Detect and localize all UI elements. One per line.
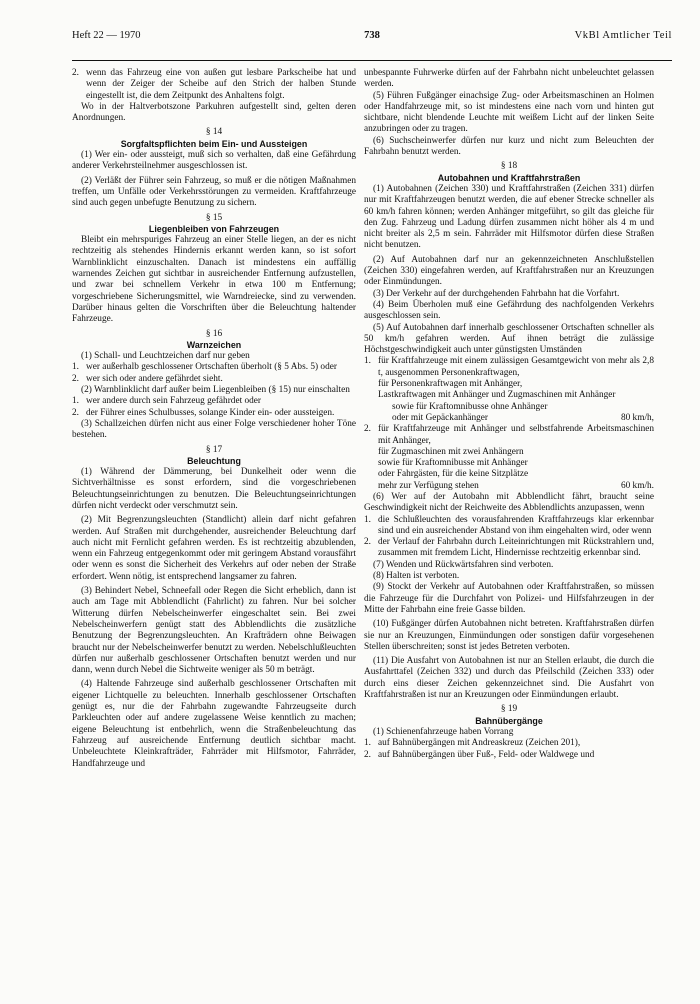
- list-item: 2. wenn das Fahrzeug eine von außen gut lesbare Parkscheibe hat und wenn der Zeiger der Scheibe auf den Strich der halben Stunde eingestellt ist, die dem Zeitpunkt des Anhaltens folgt.: [72, 68, 356, 101]
- paragraph: (9) Stockt der Verkehr auf Autobahnen oder Kraftfahrstraßen, so müssen die Fahrzeuge für die Durchfahrt von Polizei- und Hilfsfahrzeugen in der Mitte der Fahrbahn eine freie Gasse bilden.: [364, 582, 654, 615]
- list-item: 2. auf Bahnübergängen über Fuß-, Feld- oder Waldwege und: [364, 749, 595, 760]
- section-number: § 16: [205, 328, 223, 339]
- section-heading: Sorgfaltspflichten beim Ein- und Aussteigen: [120, 138, 308, 149]
- paragraph: (6) Suchscheinwerfer dürfen nur kurz und nicht zum Beleuchten der Fahrbahn benutzt werden.: [364, 135, 654, 158]
- paragraph: (5) Führen Fußgänger einachsige Zug- oder Arbeitsmaschinen an Holmen oder Handfahrzeuge mit, so ist mindestens eine nach vorn und hinten gut sichtbare, nicht blendende Leuchte mit weißem Licht auf der linken Seite anzubringen oder zu tragen.: [364, 90, 654, 135]
- paragraph: (2) Mit Begrenzungsleuchten (Standlicht) allein darf nicht gefahren werden. Auf Straßen mit durchgehender, ausreichender Beleuchtung darf auch nicht mit Fernlicht gefahren werden. Es ist rechtzeitig abzublenden, wenn ein Fahrzeug entgegenkommt oder mit geringem Abstand vorausfährt oder wenn es sonst die Sicherheit des Verkehrs auf oder neben der Straße erfordert. Wenn nötig, ist entsprechend langsamer zu fahren.: [72, 515, 356, 582]
- paragraph: (5) Auf Autobahnen darf innerhalb geschlossener Ortschaften schneller als 50 km/h gefahren werden. Auf ihnen beträgt die zulässige Höchstgeschwindigkeit auch unter günstigsten Umständen: [364, 322, 654, 356]
- paragraph: (3) Der Verkehr auf der durchgehenden Fahrbahn hat die Vorfahrt.: [373, 288, 620, 299]
- list-item: 2. für Kraftfahrzeuge mit Anhänger und selbstfahrende Arbeitsmaschinen mit Anhänger, für Zugmaschinen mit zwei Anhängern sowie für Kraftomnibusse mit Anhänger oder Fahrgästen, für die keine Sitzplätze mehr zur Verfügung stehen 60 km/h.: [364, 424, 654, 491]
- paragraph: (6) Wer auf der Autobahn mit Abblendlicht fährt, braucht seine Geschwindigkeit nicht der Reichweite des Abblendlichts anzupassen, wenn: [364, 491, 654, 514]
- paragraph: (1) Während der Dämmerung, bei Dunkelheit oder wenn die Sichtverhältnisse es sonst erfordern, sind die vorgeschriebenen Beleuchtungseinrichtungen zu benutzen. Die Beleuchtungseinrichtungen dürfen nicht verdeckt oder verschmutzt sein.: [72, 467, 356, 511]
- paragraph: (8) Halten ist verboten.: [373, 571, 460, 582]
- paragraph: (1) Schall- und Leuchtzeichen darf nur geben: [81, 351, 250, 362]
- section-number: § 19: [500, 704, 518, 715]
- section-heading: Beleuchtung: [187, 455, 241, 466]
- header-rule: [72, 60, 672, 61]
- paragraph: (3) Behindert Nebel, Schneefall oder Regen die Sicht erheblich, dann ist auch am Tage mit Abblendlicht (Fahrlicht) zu fahren. Nur bei solcher Witterung dürfen Nebelscheinwerfer eingeschaltet sein. Bei zwei Nebelscheinwerfern genügt statt des Abblendlichts die zusätzliche Benutzung der Begrenzungsleuchten. An Krafträdern ohne Beiwagen braucht nur der Nebelscheinwerfer benutzt zu werden. Nebelschlußleuchten dürfen nur außerhalb geschlossener Ortschaften benutzt werden und nur dann, wenn durch Nebel die Sichtweite weniger als 50 m beträgt.: [72, 586, 356, 676]
- paragraph: (4) Haltende Fahrzeuge sind außerhalb geschlossener Ortschaften mit eigener Lichtquelle zu beleuchten. Innerhalb geschlossener Ortschaften genügt es, nur die der Fahrbahn zugewandte Fahrzeugseite durch Parkleuchten oder auf andere zugelassene Weise kenntlich zu machen; eigene Beleuchtung ist entbehrlich, wenn die Straßenbeleuchtung das Fahrzeug auf ausreichende Entfernung deutlich sichtbar macht. Unbeleuchtete Kleinkrafträder, Fahrräder mit Hilfsmotor, Fahrräder, Handfahrzeuge und: [72, 679, 356, 769]
- paragraph: Wo in der Haltverbotszone Parkuhren aufgestellt sind, gelten deren Anordnungen.: [72, 101, 356, 124]
- speed-limit-value: 60 km/h.: [620, 480, 654, 491]
- section-number: § 14: [205, 127, 223, 138]
- list-item: 2. der Verlauf der Fahrbahn durch Leiteinrichtungen mit Rückstrahlern und, zusammen mit fremdem Licht, Hindernisse rechtzeitig erkennbar sind.: [364, 537, 654, 559]
- paragraph: (1) Autobahnen (Zeichen 330) und Kraftfahrstraßen (Zeichen 331) dürfen nur mit Kraftfahrzeugen benutzt werden, die auf ebener Strecke schneller als 60 km/h fahren können; werden Anhänger mitgeführt, so gilt das gleiche für den Zug. Fahrzeug und Ladung dürfen zusammen nicht höher als 4 m und nicht breiter als 2,5 m sein. Fahrräder mit Hilfsmotor dürfen diese Straßen nicht benutzen.: [364, 183, 654, 251]
- issue-label: Heft 22 — 1970: [72, 30, 141, 41]
- paragraph: (4) Beim Überholen muß eine Gefährdung des nachfolgenden Verkehrs ausgeschlossen sein.: [364, 299, 654, 322]
- paragraph: (2) Verläßt der Führer sein Fahrzeug, so muß er die nötigen Maßnahmen treffen, um Unfälle oder Verkehrsstörungen zu vermeiden. Kraftfahrzeuge sind auch gegen unbefugte Benutzung zu sichern.: [72, 175, 356, 209]
- paragraph: Bleibt ein mehrspuriges Fahrzeug an einer Stelle liegen, an der es nicht rechtzeitig als stehendes Hindernis erkannt werden kann, so ist sofort Warnblinklicht einzuschalten. Danach ist mindestens ein auffällig warnendes Zeichen gut sichtbar in ausreichender Entfernung aufzustellen, und zwar bei schnellem Verkehr in etwa 100 m Entfernung; vorgeschriebene Sicherungsmittel, wie Warndreiecke, sind zu verwenden. Darüber hinaus gelten die Vorschriften über die Beleuchtung haltender Fahrzeuge.: [72, 235, 356, 325]
- list-item: 2. der Führer eines Schulbusses, solange Kinder ein- oder aussteigen.: [72, 407, 335, 418]
- list-item: 2. wer sich oder andere gefährdet sieht.: [72, 373, 223, 384]
- list-item: 1. wer außerhalb geschlossener Ortschaften überholt (§ 5 Abs. 5) oder: [72, 362, 337, 373]
- section-heading: Warnzeichen: [186, 339, 242, 350]
- section-heading: Autobahnen und Kraftfahrstraßen: [437, 172, 581, 183]
- paragraph: (10) Fußgänger dürfen Autobahnen nicht betreten. Kraftfahrstraßen dürfen sie nur an Kreuzungen, Einmündungen oder sonstigen dafür vorgesehenen Stellen überschreiten; sonst ist jedes Betreten verboten.: [364, 619, 654, 652]
- section-number: § 15: [205, 212, 223, 223]
- paragraph: (2) Warnblinklicht darf außer beim Liegenbleiben (§ 15) nur einschalten: [81, 385, 350, 396]
- section-heading: Liegenbleiben von Fahrzeugen: [148, 223, 280, 234]
- section-number: § 17: [205, 444, 223, 455]
- left-column: [72, 68, 356, 770]
- list-item: 1. wer andere durch sein Fahrzeug gefährdet oder: [72, 396, 262, 407]
- list-item: 1. auf Bahnübergängen mit Andreaskreuz (Zeichen 201),: [364, 738, 581, 749]
- right-column: [364, 68, 654, 761]
- list-item: 1. für Kraftfahrzeuge mit einem zulässigen Gesamtgewicht von mehr als 2,8 t, ausgenommen Personenkraftwagen, für Personenkraftwagen mit Anhänger, Lastkraftwagen mit Anhänger und Zugmaschinen mit Anhänger sowie für Kraftomnibusse ohne Anhänger oder mit Gepäckanhänger 80 km/h,: [364, 356, 654, 423]
- paragraph: (7) Wenden und Rückwärtsfahren sind verboten.: [373, 559, 554, 570]
- page-number: 738: [364, 30, 380, 41]
- paragraph: (1) Wer ein- oder aussteigt, muß sich so verhalten, daß eine Gefährdung anderer Verkehrsteilnehmer ausgeschlossen ist.: [72, 150, 356, 172]
- paragraph: unbespannte Fuhrwerke dürfen auf der Fahrbahn nicht unbeleuchtet gelassen werden.: [364, 68, 654, 90]
- section-number: § 18: [500, 161, 518, 172]
- paragraph: (1) Schienenfahrzeuge haben Vorrang: [373, 726, 514, 737]
- speed-limit-value: 80 km/h,: [620, 412, 654, 423]
- page-header: [72, 30, 672, 46]
- paragraph: (11) Die Ausfahrt von Autobahnen ist nur an Stellen erlaubt, die durch die Ausfahrttafel (Zeichen 332) und durch das Pfeilschild (Zeichen 333) oder durch eins dieser Zeichen gekennzeichnet sind. Die Ausfahrt von Kraftfahrstraßen ist nur an Kreuzungen oder Einmündungen erlaubt.: [364, 656, 654, 701]
- paragraph: (2) Auf Autobahnen darf nur an gekennzeichneten Anschlußstellen (Zeichen 330) eingefahren werden, auf Kraftfahrstraßen nur an Kreuzungen oder Einmündungen.: [364, 254, 654, 288]
- list-item: 1. die Schlußleuchten des vorausfahrenden Kraftfahrzeugs klar erkennbar sind und ein ausreichender Abstand von ihm eingehalten wird, oder wenn: [364, 514, 654, 536]
- journal-title: VkBl Amtlicher Teil: [574, 30, 672, 41]
- section-heading: Bahnübergänge: [475, 715, 543, 726]
- paragraph: (3) Schallzeichen dürfen nicht aus einer Folge verschiedener hoher Töne bestehen.: [72, 418, 356, 441]
